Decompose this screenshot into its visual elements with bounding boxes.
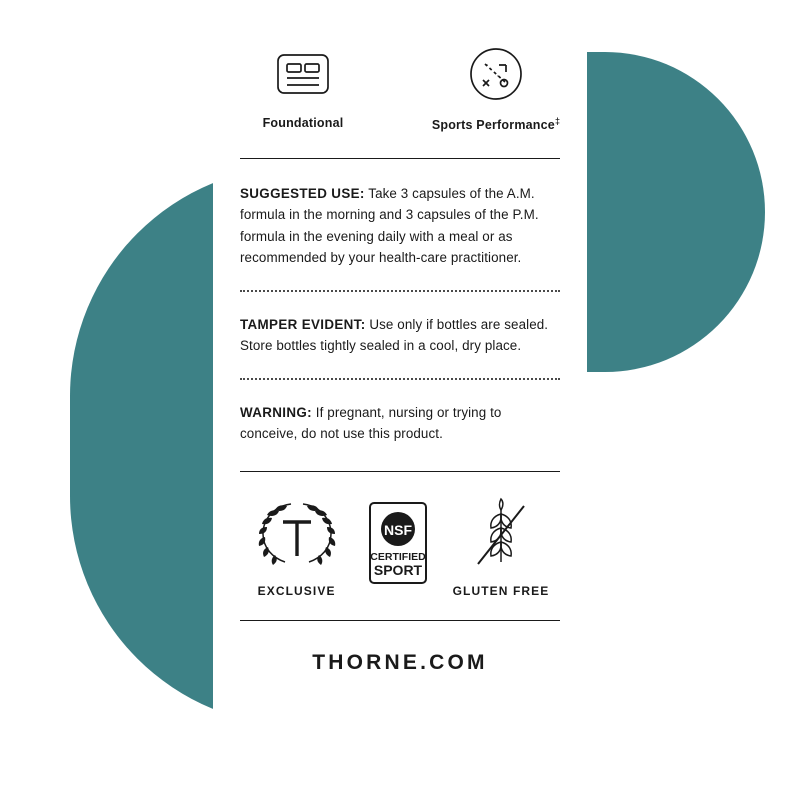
section-warning [240, 380, 560, 470]
crossed-wheat-icon [470, 496, 532, 575]
nsf-badge-icon [369, 502, 427, 589]
nsf-badge-top-text: NSF [383, 521, 412, 538]
thorne-exclusive-seal [251, 496, 343, 598]
badge-sports-performance [432, 46, 560, 132]
badge-label-foundational: Foundational [262, 116, 344, 130]
tamper-evident-heading: TAMPER EVIDENT: [240, 316, 366, 332]
thorne-exclusive-caption: EXCLUSIVE [257, 583, 336, 598]
section-suggested-use [240, 159, 560, 290]
nsf-certified-sport-seal [369, 502, 427, 598]
warning-body: If pregnant, nursing or trying to conceive, do not use this product. [240, 405, 502, 442]
tamper-evident-body: Use only if bottles are sealed. Store bottles tightly sealed in a cool, dry place. [240, 316, 549, 354]
laurel-wreath-t-icon [251, 496, 343, 575]
nsf-badge-line2: SPORT [373, 561, 422, 578]
suggested-use-body: Take 3 capsules of the A.M. formula in the morning and 3 capsules of the P.M. formula in the evening daily with a meal or as recommended by your health-care practitioner. [240, 186, 539, 265]
nsf-badge-line1: CERTIFIED [369, 550, 426, 563]
gluten-free-seal [453, 496, 550, 598]
badge-foundational [240, 46, 366, 132]
suggested-use-heading: SUGGESTED USE: [240, 186, 365, 202]
brand-website[interactable]: THORNE.COM [312, 650, 488, 674]
product-label [213, 0, 587, 800]
foundational-icon [275, 46, 331, 102]
badge-label-sports-performance-text: Sports Performance [431, 118, 555, 133]
badges-row [240, 0, 560, 132]
warning-heading: WARNING: [240, 405, 312, 421]
sports-performance-superscript: ‡ [554, 116, 561, 126]
section-tamper-evident [240, 292, 560, 378]
sports-performance-icon [468, 46, 524, 102]
gluten-free-caption: GLUTEN FREE [452, 583, 550, 598]
badge-label-sports-performance [432, 116, 560, 132]
seals-row [240, 472, 560, 620]
